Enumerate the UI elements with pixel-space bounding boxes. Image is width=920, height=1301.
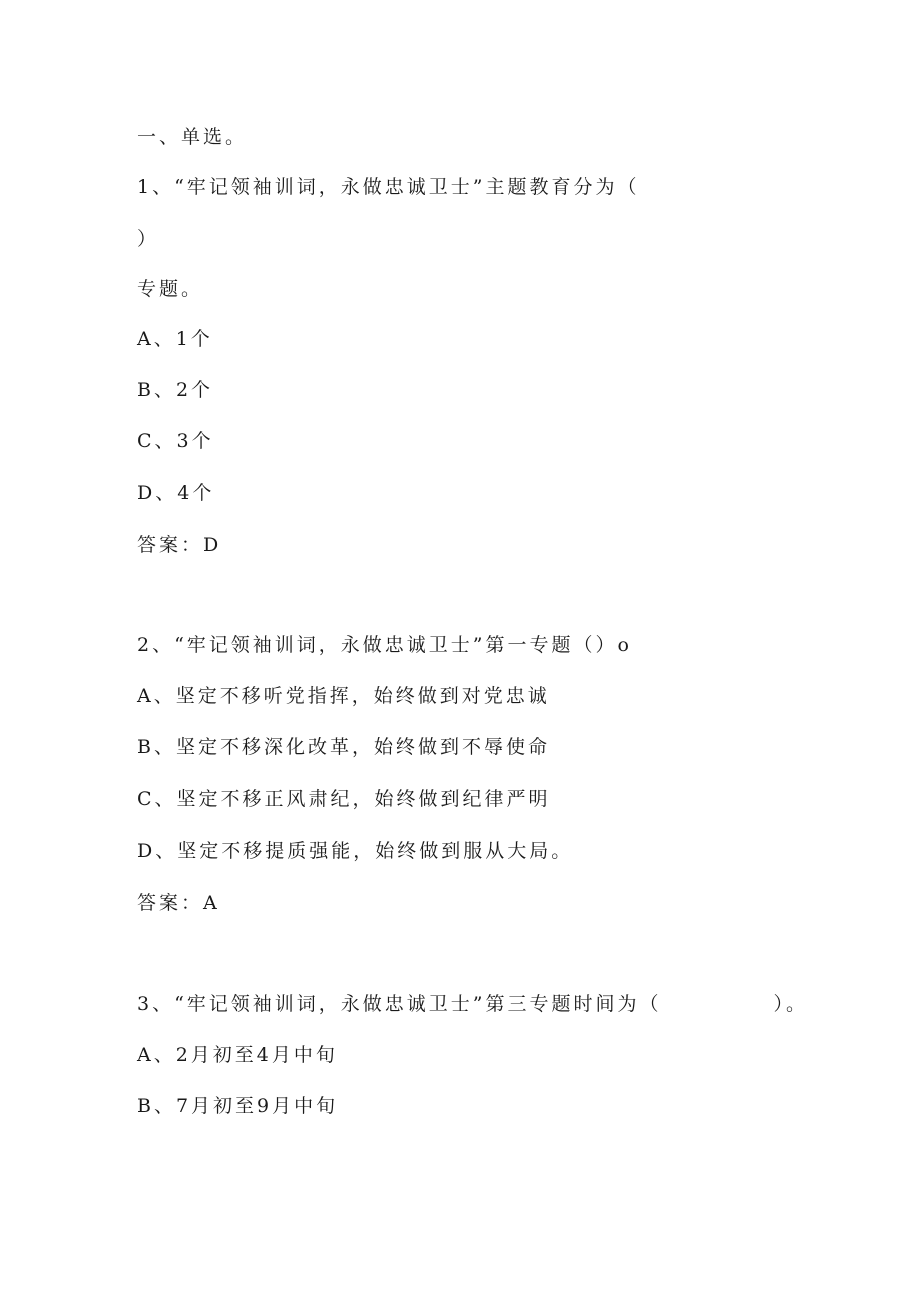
question-1-option-b: B、2个 — [137, 379, 214, 401]
question-2-stem: 2、“牢记领袖训词，永做忠诚卫士”第一专题（）o — [137, 634, 632, 656]
question-2-option-a: A、坚定不移听党指挥，始终做到对党忠诚 — [137, 685, 550, 707]
question-2-answer: 答案：A — [137, 892, 220, 914]
question-3-option-b: B、7月初至9月中旬 — [137, 1095, 339, 1117]
question-2-option-b: B、坚定不移深化改革，始终做到不辱使命 — [137, 736, 550, 758]
question-1-answer: 答案：D — [137, 534, 222, 556]
question-1-stem-continued: ） — [137, 228, 160, 250]
question-1-stem: 1、“牢记领袖训词，永做忠诚卫士”主题教育分为（ — [137, 176, 640, 198]
question-3-option-a: A、2月初至4月中旬 — [137, 1044, 338, 1066]
question-3-stem-prefix: 3、“牢记领袖训词，永做忠诚卫士”第三专题时间为（ — [137, 993, 662, 1015]
question-1-option-c: C、3个 — [137, 430, 214, 452]
question-3-stem-suffix: ）。 — [773, 993, 809, 1015]
question-2-option-d: D、坚定不移提质强能，始终做到服从大局。 — [137, 840, 574, 862]
question-2-option-c: C、坚定不移正风肃纪，始终做到纪律严明 — [137, 788, 551, 810]
section-title: 一、单选。 — [137, 126, 248, 148]
question-1-option-d: D、4个 — [137, 482, 215, 504]
question-1-stem-end: 专题。 — [137, 278, 204, 300]
question-1-option-a: A、1个 — [137, 328, 213, 350]
question-3-stem — [137, 992, 808, 1016]
